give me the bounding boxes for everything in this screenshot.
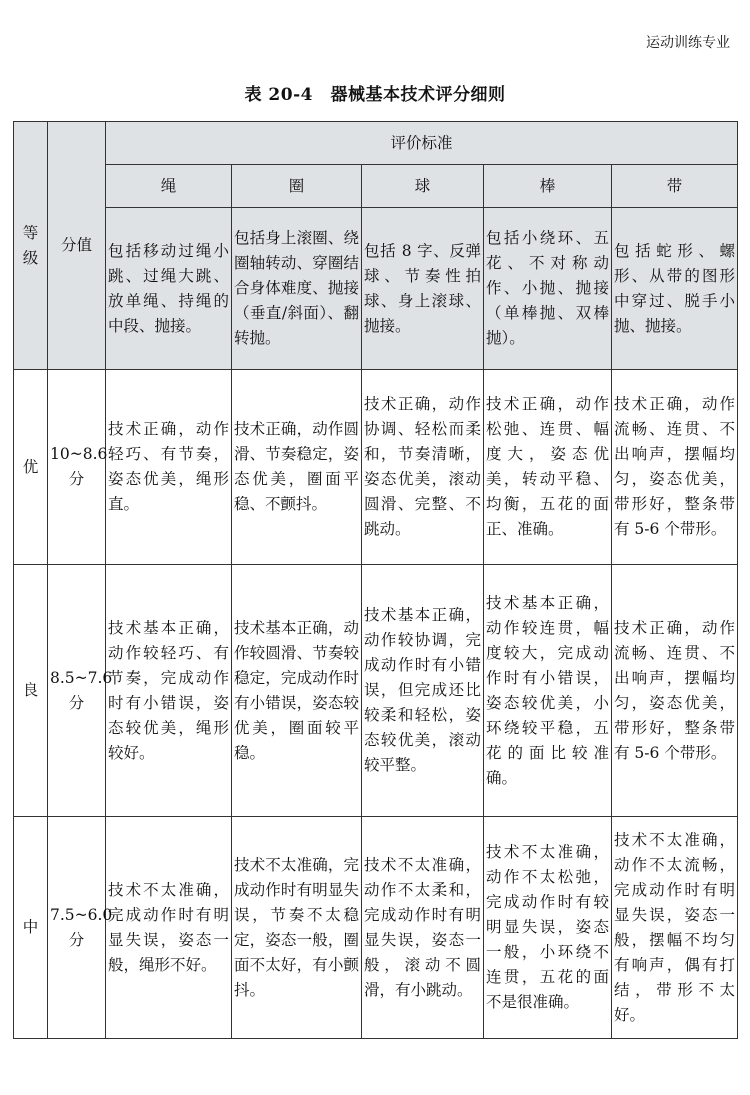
table-row: [14, 370, 738, 565]
criteria-cell-clubs: 技术不太准确，动作不太松弛，完成动作时有较明显失误，姿态一般，小环绕不连贯，五花的面不是很准确。: [484, 817, 612, 1039]
criteria-header: 评价标准: [106, 122, 738, 165]
criteria-cell-ball: 技术基本正确，动作较协调，完成动作时有小错误，但完成还比较柔和轻松，姿态较优美，滚动较平整。: [362, 565, 484, 817]
apparatus-content-hoop: 包括身上滚圈、绕圈轴转动、穿圈结合身体难度、抛接（垂直/斜面）、翻转抛。: [232, 208, 362, 370]
apparatus-content-ball: 包括 8 字、反弹球、节奏性拍球、身上滚球、抛接。: [362, 208, 484, 370]
table-row: [14, 565, 738, 817]
table-title: 表 20-4 器械基本技术评分细则: [244, 85, 506, 105]
apparatus-header-ribbon: 带: [612, 165, 738, 208]
score-cell: 7.5~6.0 分: [48, 817, 106, 1039]
criteria-cell-clubs: 技术基本正确，动作较连贯，幅度较大，完成动作时有小错误，姿态较优美，小环绕较平稳，五花的面比较准确。: [484, 565, 612, 817]
grade-header: 等级: [14, 122, 48, 370]
apparatus-header-clubs: 棒: [484, 165, 612, 208]
apparatus-header-hoop: 圈: [232, 165, 362, 208]
criteria-cell-ribbon: 技术不太准确，动作不太流畅，完成动作时有明显失误，姿态一般，摆幅不均匀有响声，偶有打结，带形不太好。: [612, 817, 738, 1039]
apparatus-header-ball: 球: [362, 165, 484, 208]
score-header: 分值: [48, 122, 106, 370]
table-row: [14, 817, 738, 1039]
score-cell: 10~8.6 分: [48, 370, 106, 565]
criteria-cell-ribbon: 技术正确，动作流畅、连贯、不出响声，摆幅均匀，姿态优美，带形好，整条带有 5-6 个带形。: [612, 565, 738, 817]
criteria-cell-clubs: 技术正确，动作松弛、连贯、幅度大，姿态优美，转动平稳、均衡，五花的面正、准确。: [484, 370, 612, 565]
apparatus-content-ribbon: 包括蛇形、螺形、从带的图形中穿过、脱手小抛、抛接。: [612, 208, 738, 370]
scoring-table: [13, 121, 738, 1039]
score-cell: 8.5~7.6 分: [48, 565, 106, 817]
criteria-cell-hoop: 技术正确，动作圆滑、节奏稳定，姿态优美，圈面平稳、不颤抖。: [232, 370, 362, 565]
criteria-cell-ball: 技术正确，动作协调、轻松而柔和，节奏清晰，姿态优美，滚动圆滑、完整、不跳动。: [362, 370, 484, 565]
criteria-cell-rope: 技术正确，动作轻巧、有节奏，姿态优美，绳形直。: [106, 370, 232, 565]
criteria-cell-hoop: 技术基本正确，动作较圆滑、节奏较稳定，完成动作时有小错误，姿态较优美，圈面较平稳。: [232, 565, 362, 817]
apparatus-content-clubs: 包括小绕环、五花、不对称动作、小抛、抛接（单棒抛、双棒抛）。: [484, 208, 612, 370]
criteria-cell-hoop: 技术不太准确，完成动作时有明显失误，节奏不太稳定，姿态一般，圈面不太好，有小颤抖。: [232, 817, 362, 1039]
criteria-cell-rope: 技术不太准确，完成动作时有明显失误，姿态一般，绳形不好。: [106, 817, 232, 1039]
criteria-cell-rope: 技术基本正确，动作较轻巧、有节奏，完成动作时有小错误，姿态较优美，绳形较好。: [106, 565, 232, 817]
grade-cell: 中: [14, 817, 48, 1039]
criteria-cell-ribbon: 技术正确，动作流畅、连贯、不出响声，摆幅均匀，姿态优美，带形好，整条带有 5-6 个带形。: [612, 370, 738, 565]
grade-cell: 良: [14, 565, 48, 817]
criteria-cell-ball: 技术不太准确，动作不太柔和，完成动作时有明显失误，姿态一般，滚动不圆滑，有小跳动。: [362, 817, 484, 1039]
header-section-label: 运动训练专业: [646, 35, 730, 51]
grade-cell: 优: [14, 370, 48, 565]
apparatus-content-rope: 包括移动过绳小跳、过绳大跳、放单绳、持绳的中段、抛接。: [106, 208, 232, 370]
apparatus-header-rope: 绳: [106, 165, 232, 208]
